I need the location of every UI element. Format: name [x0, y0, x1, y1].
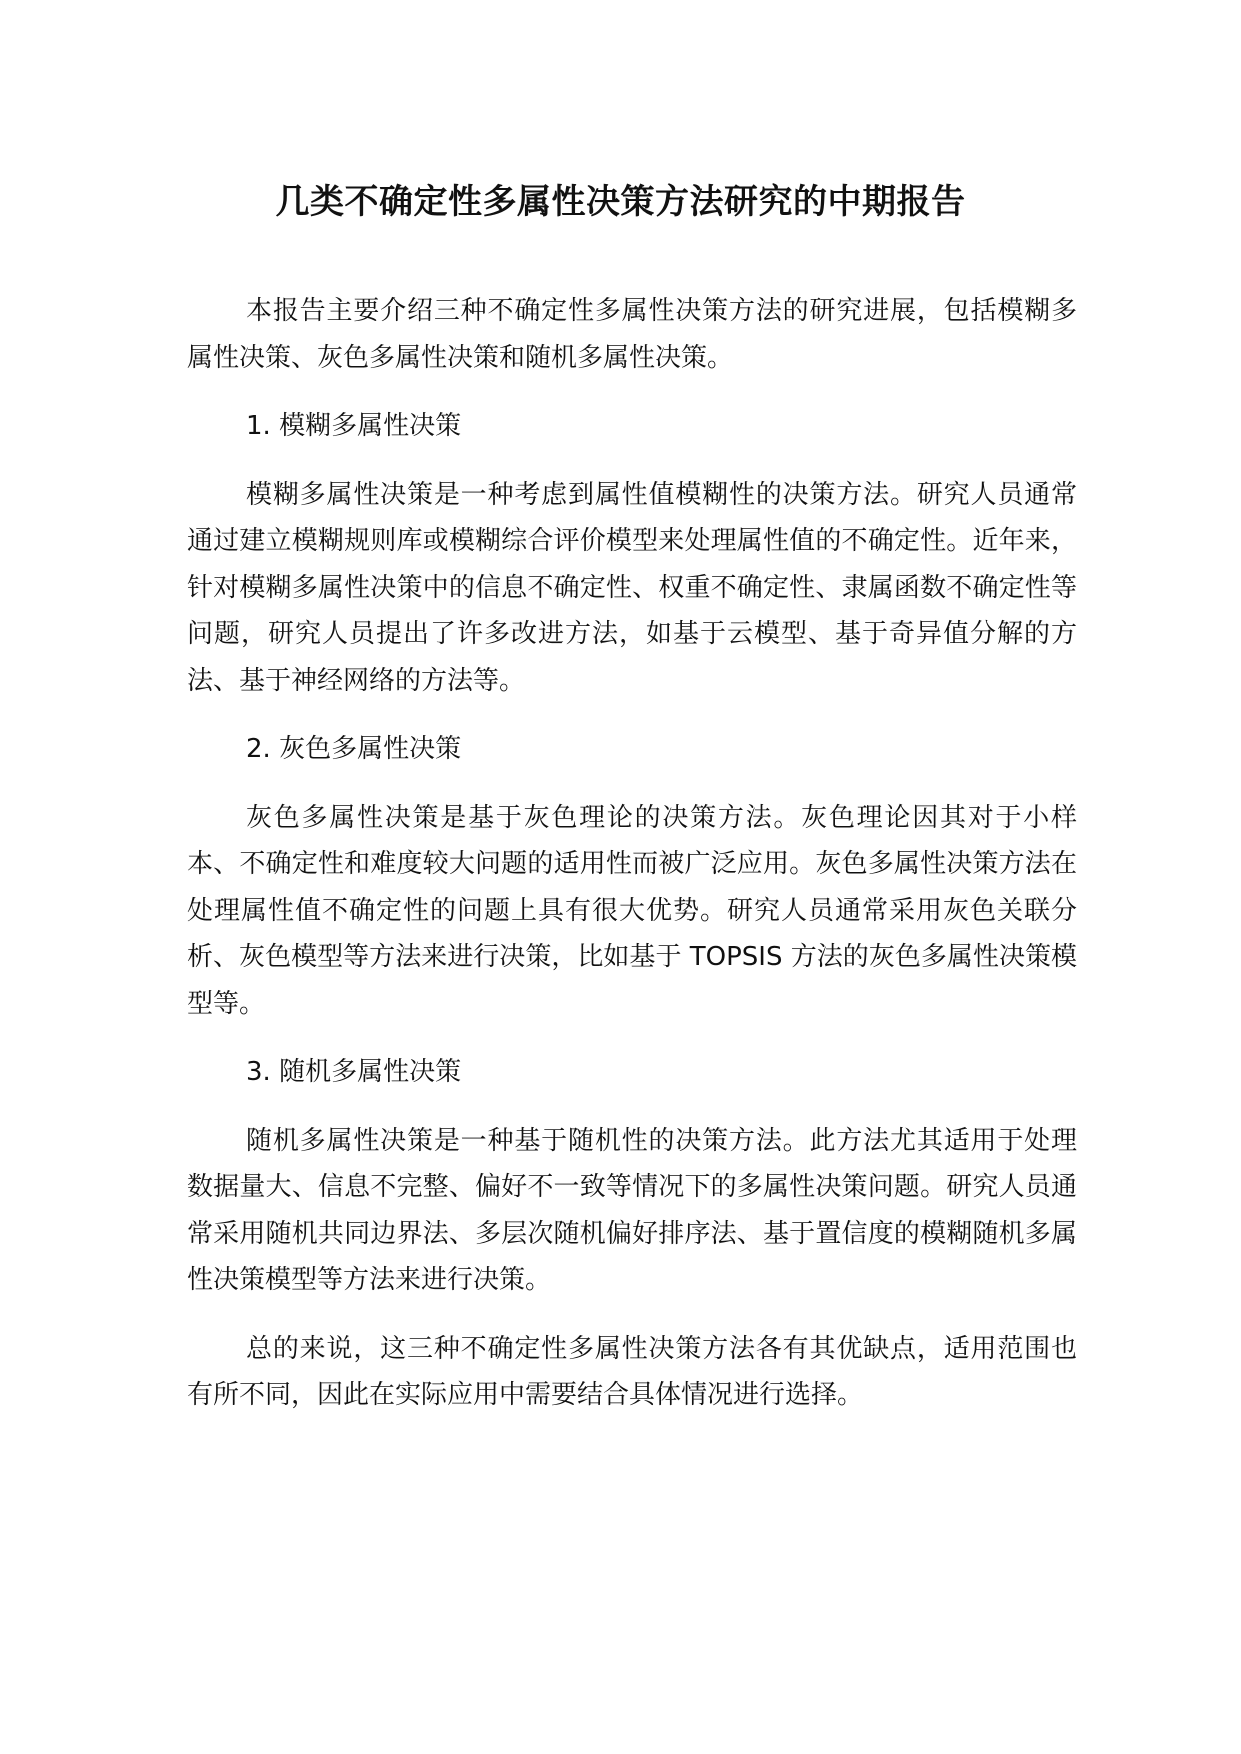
section-heading-random: 3. 随机多属性决策 — [246, 1057, 462, 1087]
section-heading-fuzzy: 1. 模糊多属性决策 — [246, 411, 462, 441]
document-title: 几类不确定性多属性决策方法研究的中期报告 — [275, 182, 966, 222]
section-heading-grey: 2. 灰色多属性决策 — [246, 734, 462, 764]
intro-paragraph: 本报告主要介绍三种不确定性多属性决策方法的研究进展，包括模糊多属性决策、灰色多属性决策和随机多属性决策。 — [187, 296, 1077, 373]
section-body-fuzzy: 模糊多属性决策是一种考虑到属性值模糊性的决策方法。研究人员通常通过建立模糊规则库或模糊综合评价模型来处理属性值的不确定性。近年来，针对模糊多属性决策中的信息不确定性、权重不确定性、隶属函数不确定性等问题，研究人员提出了许多改进方法，如基于云模型、基于奇异值分解的方法、基于神经网络的方法等。 — [187, 479, 1077, 696]
document-body — [187, 288, 1077, 1441]
section-body-grey: 灰色多属性决策是基于灰色理论的决策方法。灰色理论因其对于小样本、不确定性和难度较大问题的适用性而被广泛应用。灰色多属性决策方法在处理属性值不确定性的问题上具有很大优势。研究人员通常采用灰色关联分析、灰色模型等方法来进行决策，比如基于 TOPSIS 方法的灰色多属性决策模型等。 — [187, 802, 1077, 1019]
section-body-random: 随机多属性决策是一种基于随机性的决策方法。此方法尤其适用于处理数据量大、信息不完整、偏好不一致等情况下的多属性决策问题。研究人员通常采用随机共同边界法、多层次随机偏好排序法、基于置信度的模糊随机多属性决策模型等方法来进行决策。 — [187, 1125, 1077, 1295]
conclusion-paragraph: 总的来说，这三种不确定性多属性决策方法各有其优缺点，适用范围也有所不同，因此在实际应用中需要结合具体情况进行选择。 — [187, 1333, 1077, 1410]
